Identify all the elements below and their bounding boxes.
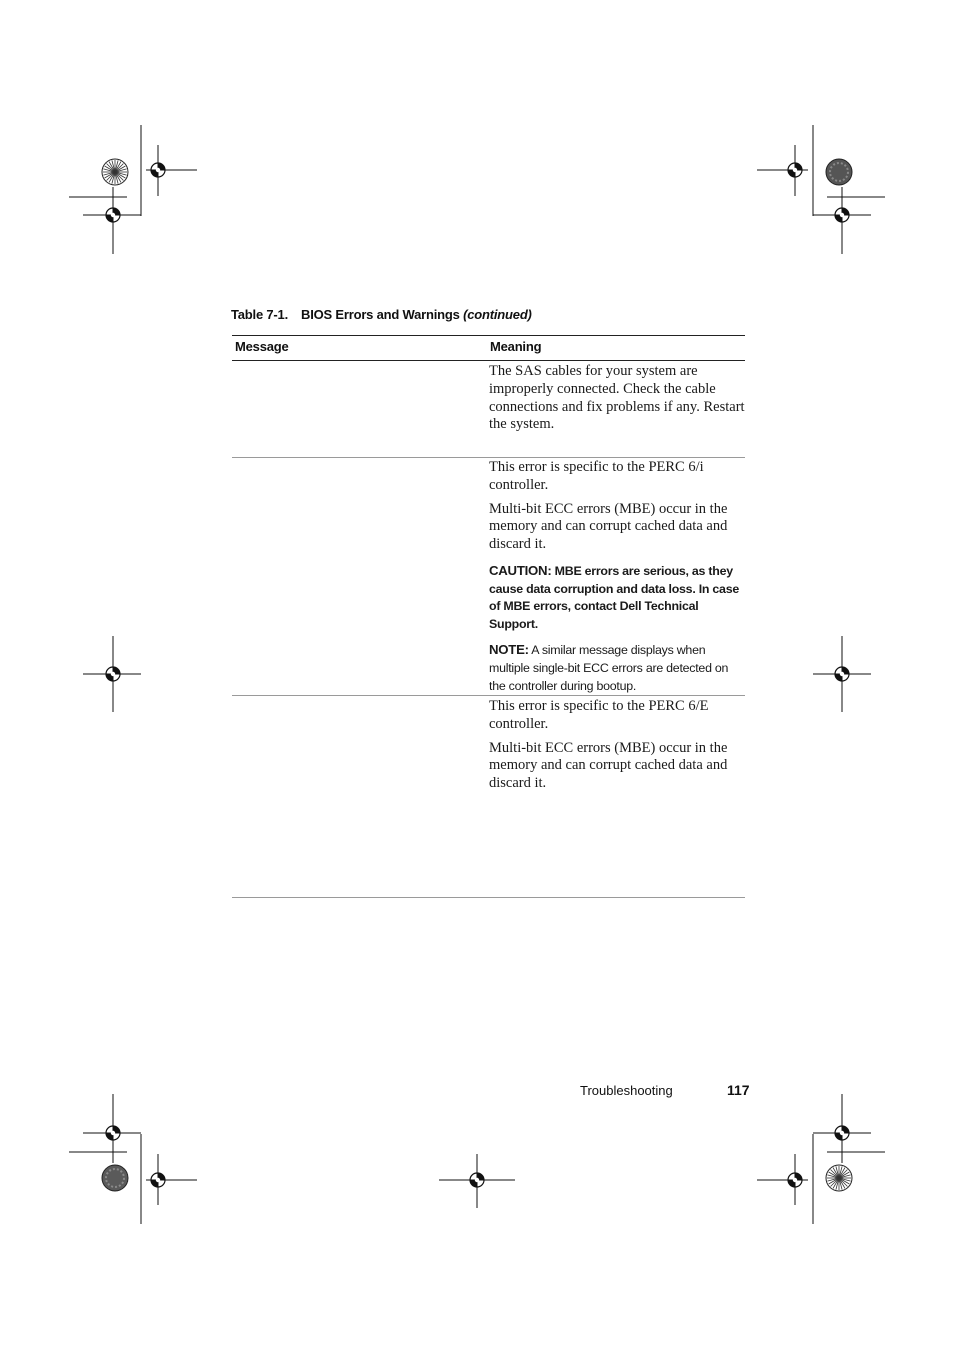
table-caption-suffix: (continued) <box>463 307 532 322</box>
footer-section-name: Troubleshooting <box>580 1083 673 1098</box>
page-number: 117 <box>727 1082 750 1098</box>
note-label: NOTE: <box>489 642 529 658</box>
table-caption-number: Table 7-1. <box>231 307 289 322</box>
caution-text: MBE errors are serious, as they cause data corruption and data loss. In case of MBE errors, contact Dell Technical Support. <box>489 563 739 631</box>
row-3-meaning-paragraph-2: Multi-bit ECC errors (MBE) occur in the memory and can corrupt cached data and discard it. <box>489 739 728 792</box>
caution-label: CAUTION: <box>489 562 552 578</box>
row-2-meaning-paragraph-1: This error is specific to the PERC 6/i controller. <box>489 459 704 493</box>
row-3-meaning-paragraph-1: This error is specific to the PERC 6/E controller. <box>489 698 709 732</box>
column-header-meaning: Meaning <box>490 339 542 354</box>
column-header-message: Message <box>235 339 289 354</box>
note-text: A similar message displays when multiple single-bit ECC errors are detected on the controller during bootup. <box>489 643 729 693</box>
table-caption-title: BIOS Errors and Warnings <box>301 307 460 322</box>
starburst-mark-top-left <box>102 159 128 185</box>
row-2-meaning-paragraph-2: Multi-bit ECC errors (MBE) occur in the memory and can corrupt cached data and discard it. <box>489 500 728 553</box>
row-1-meaning-paragraph: The SAS cables for your system are improperly connected. Check the cable connections and fix problems if any. Restart the system. <box>489 363 745 433</box>
